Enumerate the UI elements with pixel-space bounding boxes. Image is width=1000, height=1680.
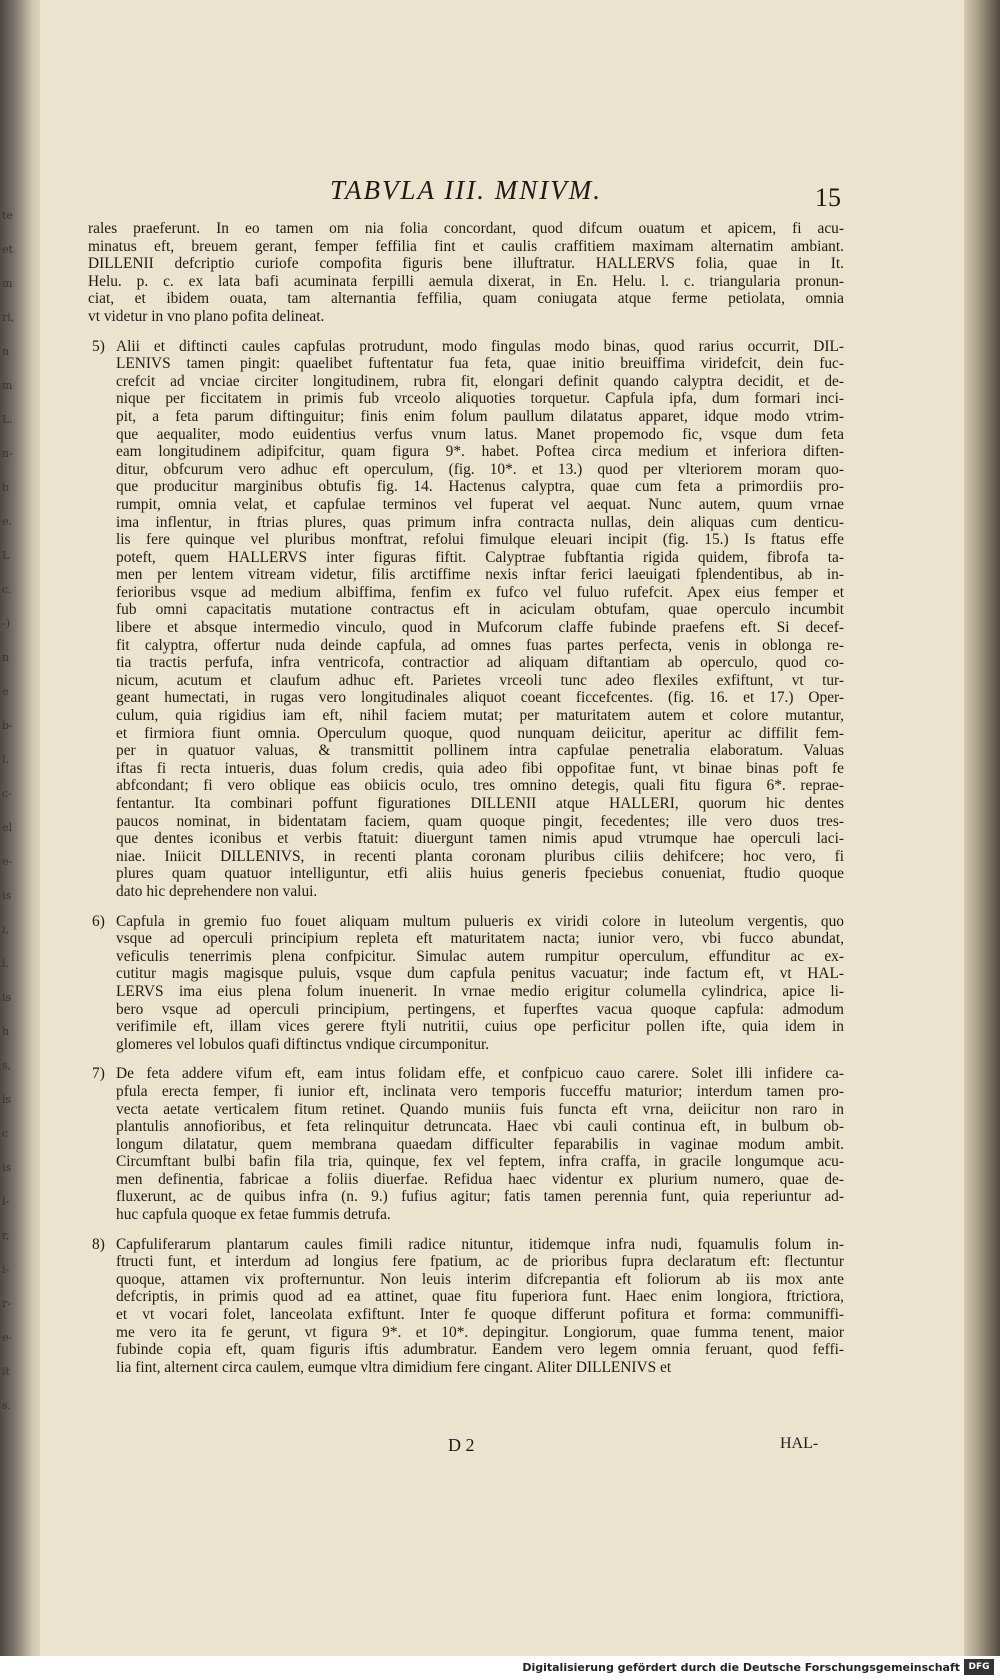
text-line: Helu. p. c. ex lata bafi acuminata ferpilli aemula dixerat, in En. Helu. l. c. triangularia pronun- [88, 272, 844, 290]
gutter-fragment: L. [2, 413, 13, 426]
text-line: vsque ad operculi principium repleta eft maturitatem nacta; iunior vero, vbi fucco abundat, [116, 930, 844, 948]
gutter-fragment: s, [2, 1059, 12, 1072]
text-line: dato hic deprehendere non valui. [116, 882, 318, 900]
signature-mark: D 2 [448, 1435, 475, 1455]
text-line: tia tractis perfufa, infra ventricofa, contractior ad aliquam diftantiam ab operculo, quod co- [116, 654, 844, 672]
gutter-fragment: n [2, 345, 10, 358]
gutter-text-fragments [2, 210, 22, 1440]
paragraph [88, 1236, 844, 1377]
text-line: glomeres vel lobulos quafi diftinctus vndique circumponitur. [116, 1035, 490, 1053]
paragraph-gap [88, 326, 844, 338]
funding-credit: Digitalisierung gefördert durch die Deutsche Forschungsgemeinschaft [522, 1661, 960, 1674]
text-line: veficulis tenerrimis plena confpicitur. Simulac autem rumpitur operculum, effunditur ac ex- [116, 947, 844, 965]
text-line: quoque, attamen vix profternuntur. Non leuis interim difcrepantia eft foliorum ab iis mox ante [116, 1270, 844, 1288]
text-line: Alii et diftincti caules capfulas protrudunt, modo fingulas modo binas, quod rarius occurrit, DIL- [116, 337, 844, 355]
book-page [40, 0, 964, 1656]
gutter-fragment: e [2, 685, 9, 698]
text-line: LENIVS tamen pingit: quaelibet fuftentatur fua feta, quae initio breuiffima viridefcit, dein fuc- [116, 355, 844, 373]
text-line: ftructi funt, et interdum ad longius fere fpatium, ac de prioribus fupra declaratum eft: flectuntur [116, 1253, 844, 1271]
text-line: nique per ficcitatem in primis fub vrceolo aliquoties torquetur. Capfula ipfa, dum formari inci- [116, 390, 844, 408]
text-line: et vt vocari folet, lanceolata exfiftunt. Inter fe quoque differunt pofitura et forma: communiffi- [116, 1306, 844, 1324]
gutter-fragment: c [2, 1127, 9, 1140]
gutter-fragment: -) [2, 617, 11, 630]
text-line: plures quam quatuor intelliguntur, etfi aliis huius generis fpeciebus conueniat, ftudio quoque [116, 865, 844, 883]
text-line: que producitur marginibus obtufis fig. 14. Hactenus calyptra, quae cum feta a primordiis pro- [116, 478, 844, 496]
text-line: fentantur. Ita combinari poffunt figurationes DILLENII atque HALLERI, quorum hic dentes [116, 795, 844, 812]
text-line: pfula erecta femper, fi iunior eft, inclinata vero temporis fucceffu maturior; interdum tamen pro- [116, 1082, 844, 1100]
gutter-fragment: is [2, 1093, 12, 1106]
text-line: De feta addere vifum eft, eam intus folidam effe, et confpicuo cauo carere. Solet illi infidere ca- [116, 1065, 844, 1083]
paragraph-gap [88, 1053, 844, 1065]
text-line: pit, a feta parum diftinguitur; finis enim folum paullum dilatatus apparet, idque modo vtrim- [116, 407, 844, 425]
gutter-fragment: c- [2, 787, 12, 800]
gutter-fragment: r, [2, 1229, 10, 1242]
text-line: ima inflentur, in ftrias plures, quas primum infra contracta nullas, dein aliquas cum denticu- [116, 513, 844, 531]
text-line: ferioribus vsque ad medium albiffima, fenfim ex fufco vel fuluo rufefcit. Apex eius femper et [116, 583, 844, 601]
text-line: geant humectati, in rugas vero longitudinales aliquot coeant ficcefcentes. (fig. 16. et 17.) Oper- [116, 689, 844, 707]
paragraph-number: 8) [92, 1235, 105, 1253]
text-line: nicum, acutum et claufum adhuc eft. Parietes vrceoli tunc adeo flexiles exfiftunt, vt tur- [116, 671, 844, 689]
catchword: HAL- [780, 1435, 819, 1452]
gutter-fragment: b- [2, 719, 13, 732]
gutter-fragment: l. [2, 753, 10, 766]
text-line: ditur, obfcurum vero adhuc eft operculum, (fig. 10*. et 13.) quod per vlteriorem moram quo- [116, 460, 844, 478]
gutter-fragment: n [2, 651, 10, 664]
text-line: plantulis annofioribus, et feta relinquitur detruncata. Haec vbi cauli continua eft, in bulbum ob- [116, 1118, 844, 1136]
text-line: fubinde copia eft, quam figuris iftis adumbratur. Eandem vero legem omnia feruant, quod feffi- [116, 1341, 844, 1359]
paragraph-gap [88, 1224, 844, 1236]
text-line: vecta aetate verticalem fitum retinet. Quando muniis fuis functa eft vrna, deiicitur non raro in [116, 1100, 844, 1118]
text-line: verifimile eft, illam vices gerere ftyli nutritii, cuius ope perficitur pollen ifte, quia idem in [116, 1018, 844, 1036]
paragraph [88, 338, 844, 901]
text-line: fit calyptra, offertur nuda deinde capfula, ad omnes fuas partes perfecta, venis in oblonga re- [116, 636, 844, 654]
text-line: fub omni capacitatis mutatione contractus eft in aciculam obtufam, quae operculo incumbit [116, 601, 844, 619]
text-line: paucos nominat, in bidentatam faciem, quam quoque pingit, fecedentes; ille vero duos tres- [116, 812, 844, 830]
gutter-fragment: h [2, 1025, 10, 1038]
gutter-fragment: c. [2, 583, 12, 596]
text-line: vt videtur in vno plano pofita delineat. [88, 307, 325, 325]
gutter-fragment: L [2, 549, 10, 562]
text-line: iftas fi recta intueris, duas folum credis, quia adeo fibi oppofitae funt, vt binae binas poft fe [116, 759, 844, 777]
paragraph-number: 6) [92, 912, 105, 930]
gutter-fragment: m [2, 379, 13, 392]
text-line: niae. Iniicit DILLENIVS, in recenti planta coronam pluribus ciliis dehifcere; hoc vero, fi [116, 847, 844, 865]
text-line: abfcondant; fi vero oblique eas obiicis oculo, tres omnino detegis, quali fitu figura 6*. reprae- [116, 777, 844, 795]
gutter-fragment: m [2, 277, 13, 290]
text-line: me vero ita fe gerunt, vt figura 9*. et 10*. depingitur. Longiorum, quae fumma tenent, maior [116, 1323, 844, 1341]
text-line: LERVS ima eius plena folum inuenerit. In vrnae medio erigitur columella cylindrica, apice li- [116, 982, 844, 1000]
gutter-fragment: is [2, 1161, 12, 1174]
text-line: culum, quia rigidius iam eft, nihil faciem mutat; per maturitatem autem et colore mutantur, [116, 707, 844, 725]
text-line: crefcit ad vnciae circiter longitudinem, rubra fit, elongari definit quando calyptra decidit, et de- [116, 372, 844, 390]
text-line: men per lentem vitream videtur, filis arctiffime nexis inftar ferici laeuigati fplendentibus, ab in- [116, 566, 844, 584]
text-line: longum dilatatur, quem membrana quaedam difficulter feparabilis in vaginae modum ambit. [116, 1135, 844, 1153]
text-line: Capfula in gremio fuo fouet aliquam multum pulueris ex viridi colore in luteolum vergentis, quo [116, 912, 844, 930]
paragraph-number: 7) [92, 1065, 105, 1083]
gutter-fragment: n- [2, 447, 13, 460]
text-line: rumpit, omnia velat, et capfulae terminos vel fuperat vel aequat. Nunc autem, quum vrnae [116, 495, 844, 513]
gutter-fragment: l- [2, 1195, 10, 1208]
paragraph-number: 5) [92, 337, 105, 355]
text-line: men definentia, fabricae a foliis diuerfae. Refidua haec videntur ex plurium numero, quae de- [116, 1170, 844, 1188]
gutter-fragment: it [2, 1365, 10, 1378]
text-line: lia fint, alternent circa caulem, eumque vltra dimidium fere cingant. Aliter DILLENIVS et [116, 1358, 672, 1376]
text-line: que aequaliter, modo euidentius verfus vnum latus. Manet propemodo fic, vsque dum feta [116, 425, 844, 443]
text-line: fluxerunt, ac de quibus infra (n. 9.) fufius agitur; fatis tamen perennia funt, quia reperiuntur ad- [116, 1188, 844, 1206]
text-line: cutitur magis magisque puluis, vsque dum capfula penitus vacuatur; inde factum eft, vt HAL- [116, 965, 844, 983]
paragraph [88, 913, 844, 1054]
gutter-fragment: et [2, 243, 13, 256]
text-line: ciat, et ibidem ouata, tam alternantia feffilia, quam coniugata atque ferme petiolata, omnia [88, 290, 844, 308]
text-line: eam longitudinem adipifcitur, quam figura 9*. habet. Poftea circa medium et inferiora diften- [116, 443, 844, 461]
text-line: huc capfula quoque ex fetae fummis detrufa. [116, 1206, 391, 1224]
text-line: minatus eft, breuem gerant, femper feffilia fint et caulis craffitiem maximam alternatim ambiant. [88, 237, 844, 255]
paragraph [88, 220, 844, 326]
gutter-fragment: e- [2, 855, 13, 868]
text-line: rales praeferunt. In eo tamen om nia folia concordant, quod difcum ouatum et apicem, fi acu- [88, 220, 844, 237]
text-line: que dentes iconibus et verbis ftatuit: diuergunt tamen nimis apud vtrumque hae operculi laci- [116, 830, 844, 848]
text-line: Circumftant bulbi bafin fila tria, quinque, fex vel feptem, infra craffa, in gracile longumque acu- [116, 1153, 844, 1171]
gutter-fragment: s. [2, 1399, 12, 1412]
text-line: Capfuliferarum plantarum caules fimili radice nituntur, itidemque infra nudi, fquamulis folum in- [116, 1235, 844, 1253]
running-title: TABVLA III. MNIVM. [330, 175, 602, 205]
gutter-fragment: i, [2, 923, 10, 936]
credit-bar [0, 1656, 1000, 1680]
gutter-fragment: e. [2, 515, 13, 528]
gutter-fragment: i- [2, 1263, 10, 1276]
body-text [88, 220, 844, 1376]
paragraph [88, 1065, 844, 1223]
page-number: 15 [815, 183, 841, 212]
gutter-fragment: r- [2, 1297, 11, 1310]
gutter-fragment: e- [2, 1331, 13, 1344]
text-line: defcriptis, in primis quod ad ea attinet, quae fitu fuperiora funt. Haec enim longiora, ftrictiora, [116, 1288, 844, 1306]
gutter-fragment: b [2, 481, 10, 494]
gutter-fragment: te [2, 209, 13, 222]
paragraph-gap [88, 901, 844, 913]
left-page-edge [0, 0, 40, 1656]
gutter-fragment: is [2, 889, 12, 902]
gutter-fragment: is [2, 991, 12, 1004]
gutter-fragment: ri, [2, 311, 15, 324]
page-header [330, 175, 850, 215]
dfg-logo-icon: DFG [964, 1659, 994, 1675]
text-line: per in quatuor valuas, & transmittit pollinem intra capfulae penetralia elaboratum. Valuas [116, 742, 844, 760]
text-line: libere et absque intermedio vinculo, quod in Mufcorum claffe fubinde praefens eft. Si decef- [116, 619, 844, 637]
gutter-fragment: el [2, 821, 13, 834]
text-line: lis fere quinque vel pluribus monftrat, refolui fimulque eleuari incipit (fig. 15.) Is ftatus effe [116, 531, 844, 549]
text-line: et firmiora fiunt omnia. Operculum quoque, quod nunquam deiicitur, aperitur ac diffilit fem- [116, 724, 844, 742]
text-line: poteft, quem HALLERVS inter figuras fiftit. Calyptrae fubftantia rigida quidem, fibrofa ta- [116, 548, 844, 566]
gutter-fragment: i. [2, 957, 10, 970]
text-line: bero vsque ad operculi principium, pertingens, et fuperftes vacua quoque capfula: admodum [116, 1000, 844, 1018]
text-line: DILLENII defcriptio curiofe compofita figuris bene illuftratur. HALLERVS folia, quae in It. [88, 255, 844, 273]
right-page-edge [964, 0, 1000, 1656]
